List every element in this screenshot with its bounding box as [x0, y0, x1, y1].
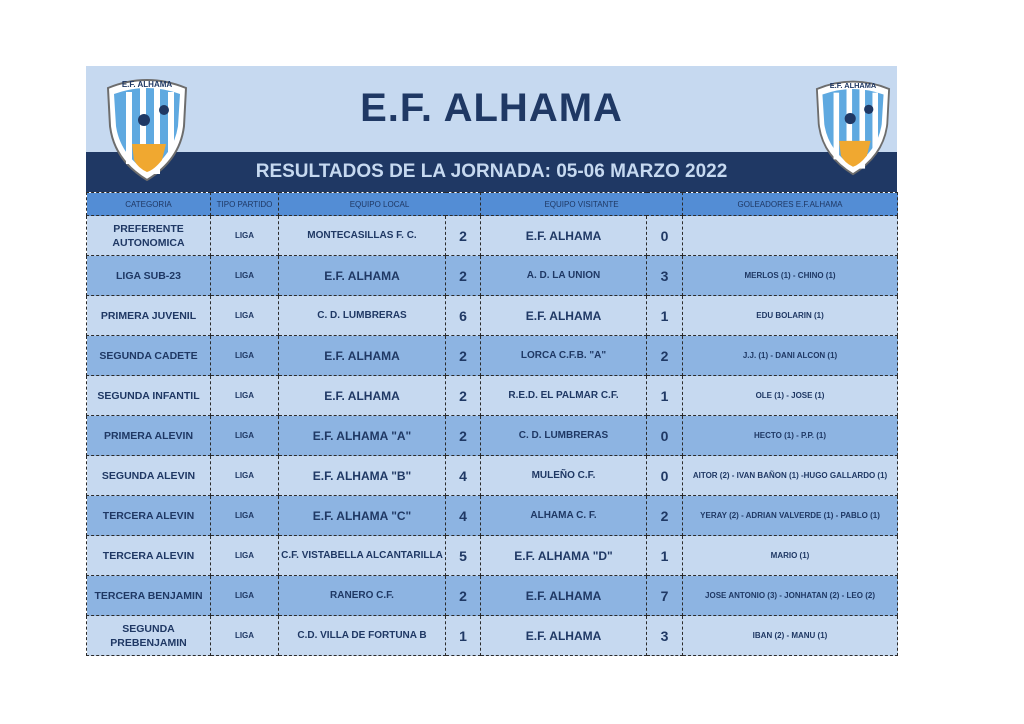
local-team-cell: C.F. VISTABELLA ALCANTARILLA [279, 536, 446, 576]
col-equipo-local: EQUIPO LOCAL [279, 193, 481, 216]
visitor-score-cell: 2 [647, 496, 683, 536]
local-score-cell: 2 [446, 216, 481, 256]
categoria-cell: PRIMERA ALEVIN [87, 416, 211, 456]
goleadores-cell: IBAN (2) - MANU (1) [683, 616, 898, 656]
goleadores-cell: J.J. (1) - DANI ALCON (1) [683, 336, 898, 376]
results-body [87, 216, 898, 656]
visitor-team-cell: R.E.D. EL PALMAR C.F. [481, 376, 647, 416]
local-score-cell: 2 [446, 336, 481, 376]
local-score-cell: 5 [446, 536, 481, 576]
results-table [86, 192, 898, 656]
categoria-cell: TERCERA BENJAMIN [87, 576, 211, 616]
categoria-cell: TERCERA ALEVIN [87, 536, 211, 576]
table-row [87, 416, 898, 456]
visitor-team-cell: ALHAMA C. F. [481, 496, 647, 536]
page-title: E.F. ALHAMA [360, 86, 623, 130]
local-team-cell: E.F. ALHAMA "C" [279, 496, 446, 536]
local-team-cell: E.F. ALHAMA "A" [279, 416, 446, 456]
visitor-score-cell: 3 [647, 256, 683, 296]
visitor-team-cell: LORCA C.F.B. "A" [481, 336, 647, 376]
visitor-team-cell: E.F. ALHAMA [481, 216, 647, 256]
visitor-team-cell: E.F. ALHAMA [481, 576, 647, 616]
categoria-cell: SEGUNDA CADETE [87, 336, 211, 376]
local-team-cell: C.D. VILLA DE FORTUNA B [279, 616, 446, 656]
local-score-cell: 2 [446, 416, 481, 456]
tipo-cell: LIGA [211, 256, 279, 296]
table-row [87, 296, 898, 336]
table-row [87, 576, 898, 616]
visitor-score-cell: 1 [647, 376, 683, 416]
table-header-row [87, 193, 898, 216]
local-team-cell: E.F. ALHAMA [279, 376, 446, 416]
categoria-cell: PRIMERA JUVENIL [87, 296, 211, 336]
visitor-score-cell: 0 [647, 456, 683, 496]
visitor-score-cell: 3 [647, 616, 683, 656]
local-team-cell: E.F. ALHAMA "B" [279, 456, 446, 496]
visitor-team-cell: MULEÑO C.F. [481, 456, 647, 496]
visitor-score-cell: 0 [647, 216, 683, 256]
local-team-cell: RANERO C.F. [279, 576, 446, 616]
visitor-score-cell: 7 [647, 576, 683, 616]
goleadores-cell [683, 216, 898, 256]
goleadores-cell: OLE (1) - JOSE (1) [683, 376, 898, 416]
local-score-cell: 6 [446, 296, 481, 336]
col-equipo-visitante: EQUIPO VISITANTE [481, 193, 683, 216]
visitor-team-cell: E.F. ALHAMA "D" [481, 536, 647, 576]
local-score-cell: 1 [446, 616, 481, 656]
col-tipo-partido: TIPO PARTIDO [211, 193, 279, 216]
goleadores-cell: YERAY (2) - ADRIAN VALVERDE (1) - PABLO (1) [683, 496, 898, 536]
table-row [87, 456, 898, 496]
tipo-cell: LIGA [211, 296, 279, 336]
visitor-score-cell: 1 [647, 536, 683, 576]
subtitle: RESULTADOS DE LA JORNADA: 05-06 MARZO 2022 [86, 152, 897, 192]
visitor-score-cell: 0 [647, 416, 683, 456]
table-row [87, 616, 898, 656]
table-row [87, 216, 898, 256]
goleadores-cell: HECTO (1) - P.P. (1) [683, 416, 898, 456]
tipo-cell: LIGA [211, 576, 279, 616]
local-team-cell: C. D. LUMBRERAS [279, 296, 446, 336]
goleadores-cell: MARIO (1) [683, 536, 898, 576]
table-row [87, 256, 898, 296]
tipo-cell: LIGA [211, 216, 279, 256]
goleadores-cell: MERLOS (1) - CHINO (1) [683, 256, 898, 296]
local-team-cell: MONTECASILLAS F. C. [279, 216, 446, 256]
table-row [87, 376, 898, 416]
table-row [87, 336, 898, 376]
club-crest-right [813, 76, 893, 176]
local-score-cell: 4 [446, 496, 481, 536]
crest-text: E.F. ALHAMA [829, 81, 877, 91]
categoria-cell: PREFERENTE AUTONOMICA [87, 216, 211, 256]
visitor-team-cell: A. D. LA UNION [481, 256, 647, 296]
goleadores-cell: AITOR (2) - IVAN BAÑON (1) -HUGO GALLARDO (1) [683, 456, 898, 496]
categoria-cell: LIGA SUB-23 [87, 256, 211, 296]
table-row [87, 496, 898, 536]
header [86, 66, 897, 152]
local-score-cell: 2 [446, 376, 481, 416]
tipo-cell: LIGA [211, 376, 279, 416]
visitor-team-cell: E.F. ALHAMA [481, 296, 647, 336]
tipo-cell: LIGA [211, 456, 279, 496]
table-row [87, 536, 898, 576]
col-categoria: CATEGORIA [87, 193, 211, 216]
col-goleadores: GOLEADORES E.F.ALHAMA [683, 193, 898, 216]
visitor-team-cell: E.F. ALHAMA [481, 616, 647, 656]
visitor-score-cell: 2 [647, 336, 683, 376]
tipo-cell: LIGA [211, 536, 279, 576]
local-team-cell: E.F. ALHAMA [279, 336, 446, 376]
categoria-cell: SEGUNDA PREBENJAMIN [87, 616, 211, 656]
goleadores-cell: EDU BOLARIN (1) [683, 296, 898, 336]
local-score-cell: 2 [446, 256, 481, 296]
tipo-cell: LIGA [211, 496, 279, 536]
categoria-cell: TERCERA ALEVIN [87, 496, 211, 536]
local-team-cell: E.F. ALHAMA [279, 256, 446, 296]
visitor-score-cell: 1 [647, 296, 683, 336]
categoria-cell: SEGUNDA INFANTIL [87, 376, 211, 416]
tipo-cell: LIGA [211, 616, 279, 656]
tipo-cell: LIGA [211, 336, 279, 376]
tipo-cell: LIGA [211, 416, 279, 456]
local-score-cell: 4 [446, 456, 481, 496]
results-sheet [86, 66, 897, 656]
local-score-cell: 2 [446, 576, 481, 616]
crest-text: E.F. ALHAMA [121, 80, 173, 89]
categoria-cell: SEGUNDA ALEVIN [87, 456, 211, 496]
goleadores-cell: JOSE ANTONIO (3) - JONHATAN (2) - LEO (2) [683, 576, 898, 616]
visitor-team-cell: C. D. LUMBRERAS [481, 416, 647, 456]
